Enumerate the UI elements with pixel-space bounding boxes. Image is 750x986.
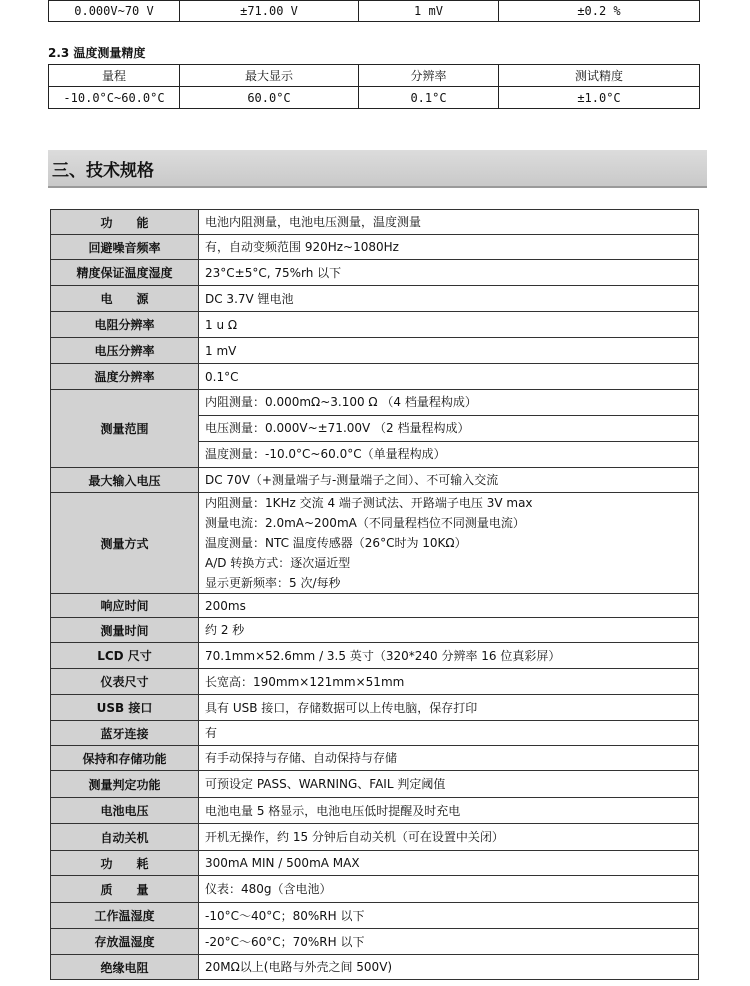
section-title: 三、技术规格	[52, 161, 154, 181]
spec-label: 自动关机	[51, 824, 199, 851]
spec-label: 蓝牙连接	[51, 721, 199, 746]
temp-accuracy-table	[48, 64, 700, 109]
spec-value-line: 约 2 秒	[205, 623, 245, 637]
spec-value-line: 0.1°C	[205, 369, 239, 384]
spec-label: 精度保证温度湿度	[51, 260, 199, 286]
spec-value	[199, 260, 699, 286]
spec-value	[199, 390, 699, 468]
spec-label: 回避噪音频率	[51, 235, 199, 260]
spec-row	[51, 618, 699, 643]
spec-row	[51, 493, 699, 594]
spec-value	[199, 468, 699, 493]
spec-value	[199, 235, 699, 260]
column-header: 量程	[49, 65, 180, 87]
spec-label: 绝缘电阻	[51, 955, 199, 980]
spec-label: 电阻分辨率	[51, 312, 199, 338]
spec-value	[199, 798, 699, 824]
table-cell: 0.000V~70 V	[49, 1, 180, 22]
spec-row	[51, 929, 699, 955]
spec-value	[199, 210, 699, 235]
spec-label: 存放温湿度	[51, 929, 199, 955]
spec-value-line: DC 70V（+测量端子与-测量端子之间）、不可输入交流	[205, 473, 499, 487]
spec-value-line: 内阻测量：1KHz 交流 4 端子测试法、开路端子电压 3V max	[205, 496, 533, 510]
spec-row	[51, 286, 699, 312]
table-cell: 60.0°C	[180, 87, 359, 109]
spec-value-line: 70.1mm×52.6mm / 3.5 英寸（320*240 分辨率 16 位真彩屏）	[205, 648, 561, 663]
spec-value-line: 温度测量：-10.0°C~60.0°C（单量程构成）	[205, 447, 446, 461]
spec-label: USB 接口	[51, 695, 199, 721]
spec-row	[51, 851, 699, 876]
spec-value	[199, 594, 699, 618]
spec-row	[51, 695, 699, 721]
spec-value	[199, 746, 699, 771]
spec-label: 功 能	[51, 210, 199, 235]
spec-label: 质 量	[51, 876, 199, 903]
spec-table-body	[51, 210, 699, 980]
spec-value	[199, 903, 699, 929]
spec-value-line: 电池内阻测量，电池电压测量，温度测量	[205, 215, 422, 229]
spec-label: 测量时间	[51, 618, 199, 643]
spec-label: LCD 尺寸	[51, 643, 199, 669]
section-header-bar	[48, 150, 707, 188]
spec-label: 仪表尺寸	[51, 669, 199, 695]
column-header: 测试精度	[499, 65, 700, 87]
spec-value-line: 有	[205, 726, 218, 740]
spec-value-line: 1 u Ω	[205, 317, 238, 332]
spec-value-line: 开机无操作，约 15 分钟后自动关机（可在设置中关闭）	[205, 830, 504, 844]
spec-value-line: 具有 USB 接口，存储数据可以上传电脑，保存打印	[205, 700, 478, 715]
spec-value	[199, 643, 699, 669]
spec-value-line: 电池电量 5 格显示，电池电压低时提醒及时充电	[205, 803, 461, 818]
spec-value	[199, 338, 699, 364]
column-header: 分辨率	[359, 65, 499, 87]
spec-value	[199, 669, 699, 695]
spec-row	[51, 364, 699, 390]
spec-label: 测量方式	[51, 493, 199, 594]
column-header: 最大显示	[180, 65, 359, 87]
spec-value-line: DC 3.7V 锂电池	[205, 291, 294, 306]
spec-row	[51, 798, 699, 824]
spec-value-line: 测量电流：2.0mA~200mA（不同量程档位不同测量电流）	[205, 516, 525, 530]
spec-value	[199, 364, 699, 390]
spec-row	[51, 824, 699, 851]
spec-value	[199, 929, 699, 955]
spec-row	[51, 390, 699, 468]
spec-row	[51, 260, 699, 286]
spec-row	[51, 746, 699, 771]
spec-label: 测量判定功能	[51, 771, 199, 798]
spec-value-line: 仪表：480g（含电池）	[205, 882, 332, 896]
spec-value-line: 有，自动变频范围 920Hz~1080Hz	[205, 240, 399, 254]
spec-row	[51, 643, 699, 669]
spec-value-line: 23°C±5°C, 75%rh 以下	[205, 265, 342, 280]
spec-label: 功 耗	[51, 851, 199, 876]
spec-value-line: -20°C～60°C；70%RH 以下	[205, 934, 365, 949]
table-cell: -10.0°C~60.0°C	[49, 87, 180, 109]
spec-value	[199, 955, 699, 980]
spec-value	[199, 876, 699, 903]
table-cell: 1 mV	[359, 1, 499, 22]
spec-row	[51, 312, 699, 338]
spec-label: 测量范围	[51, 390, 199, 468]
spec-label: 电池电压	[51, 798, 199, 824]
table-cell: ±71.00 V	[180, 1, 359, 22]
spec-row	[51, 468, 699, 493]
spec-value	[199, 851, 699, 876]
spec-value	[199, 824, 699, 851]
spec-row	[51, 955, 699, 980]
spec-label: 最大输入电压	[51, 468, 199, 493]
table-cell: 0.1°C	[359, 87, 499, 109]
table-header-row	[49, 65, 700, 87]
spec-label: 电 源	[51, 286, 199, 312]
spec-value-line: 温度测量：NTC 温度传感器（26°C时为 10KΩ）	[205, 536, 467, 550]
spec-value-line: 有手动保持与存储、自动保持与存储	[205, 751, 398, 765]
spec-row	[51, 338, 699, 364]
spec-label: 工作温湿度	[51, 903, 199, 929]
spec-value-line: 200ms	[205, 598, 246, 613]
spec-row	[51, 876, 699, 903]
spec-row	[51, 669, 699, 695]
spec-value-line: 电压测量：0.000V~±71.00V （2 档量程构成）	[199, 416, 698, 442]
spec-label: 保持和存储功能	[51, 746, 199, 771]
spec-row	[51, 721, 699, 746]
spec-table	[50, 209, 699, 980]
spec-label: 电压分辨率	[51, 338, 199, 364]
spec-value	[199, 618, 699, 643]
spec-label: 响应时间	[51, 594, 199, 618]
spec-value-line: -10°C～40°C；80%RH 以下	[205, 908, 365, 923]
spec-row	[51, 903, 699, 929]
spec-row	[51, 594, 699, 618]
table-cell: ±1.0°C	[499, 87, 700, 109]
spec-value	[199, 721, 699, 746]
spec-value	[199, 312, 699, 338]
spec-label: 温度分辨率	[51, 364, 199, 390]
spec-value-line: 300mA MIN / 500mA MAX	[205, 856, 360, 870]
table-row	[49, 1, 700, 22]
spec-row	[51, 235, 699, 260]
spec-value	[199, 493, 699, 594]
table-cell: ±0.2 %	[499, 1, 700, 22]
spec-value-line: 显示更新频率：5 次/每秒	[205, 576, 341, 590]
spec-value	[199, 286, 699, 312]
spec-value-line: 内阻测量：0.000mΩ~3.100 Ω （4 档量程构成）	[199, 390, 698, 416]
spec-row	[51, 771, 699, 798]
spec-value-line: 1 mV	[205, 343, 237, 358]
spec-value	[199, 695, 699, 721]
voltage-accuracy-table	[48, 0, 700, 22]
spec-value-line: A/D 转换方式：逐次逼近型	[205, 556, 351, 570]
temp-accuracy-heading: 2.3 温度测量精度	[48, 46, 146, 60]
table-row	[49, 87, 700, 109]
spec-value	[199, 771, 699, 798]
spec-value-line: 20MΩ以上(电路与外壳之间 500V)	[205, 960, 393, 974]
spec-value-line: 可预设定 PASS、WARNING、FAIL 判定阈值	[205, 777, 446, 791]
spec-value-line: 长宽高：190mm×121mm×51mm	[205, 674, 405, 689]
spec-row	[51, 210, 699, 235]
